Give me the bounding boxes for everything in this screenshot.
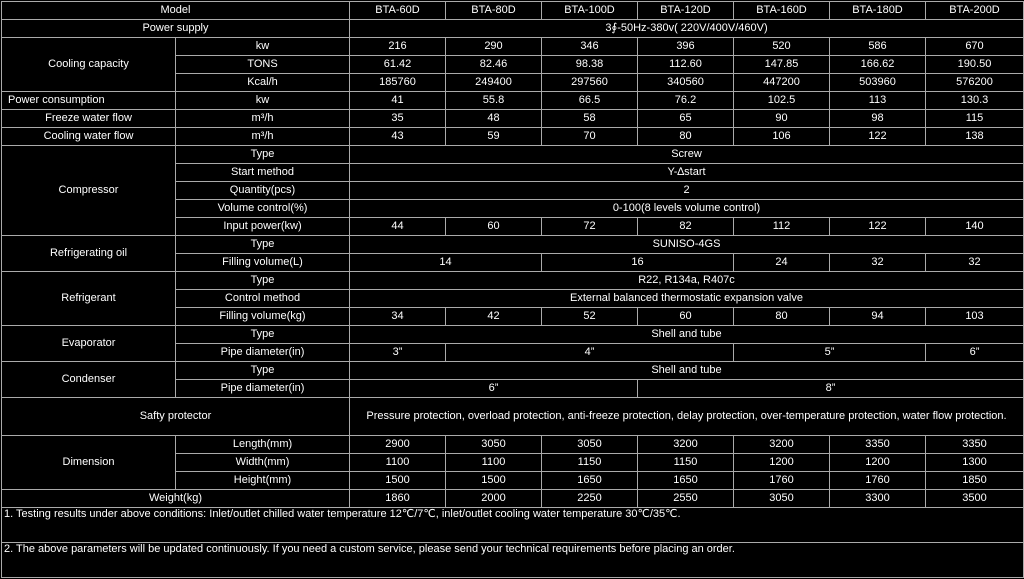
power-supply-label: Power supply: [2, 20, 350, 38]
unit-cell: Kcal/h: [176, 74, 350, 92]
value-cell: 1760: [830, 472, 926, 490]
value-cell: 55.8: [446, 92, 542, 110]
value-cell: 520: [734, 38, 830, 56]
param-label: Type: [176, 326, 350, 344]
value-cell: 52: [542, 308, 638, 326]
refrigerant-type-value: R22, R134a, R407c: [350, 272, 1024, 290]
power-consumption-row: [2, 92, 1024, 110]
value-cell: 115: [926, 110, 1024, 128]
header-row: [2, 2, 1024, 20]
param-label: Type: [176, 236, 350, 254]
value-cell: 122: [830, 128, 926, 146]
value-cell: 112.60: [638, 56, 734, 74]
value-cell: 3050: [542, 436, 638, 454]
value-cell: 147.85: [734, 56, 830, 74]
power-supply-value: 3∮-50Hz-380v( 220V/400V/460V): [350, 20, 1024, 38]
value-cell: 48: [446, 110, 542, 128]
value-cell: 58: [542, 110, 638, 128]
value-cell: 66.5: [542, 92, 638, 110]
value-cell: 14: [350, 254, 542, 272]
value-cell: 6”: [350, 380, 638, 398]
cooling-capacity-label: Cooling capacity: [2, 38, 176, 92]
value-cell: 2900: [350, 436, 446, 454]
model-name: BTA-100D: [542, 2, 638, 20]
value-cell: 1650: [542, 472, 638, 490]
value-cell: 106: [734, 128, 830, 146]
value-cell: 130.3: [926, 92, 1024, 110]
value-cell: 32: [926, 254, 1024, 272]
model-name: BTA-120D: [638, 2, 734, 20]
model-name: BTA-160D: [734, 2, 830, 20]
param-label: Filling volume(kg): [176, 308, 350, 326]
model-name: BTA-80D: [446, 2, 542, 20]
param-label: Length(mm): [176, 436, 350, 454]
power-supply-row: [2, 20, 1024, 38]
value-cell: 44: [350, 218, 446, 236]
control-method-value: External balanced thermostatic expansion valve: [350, 290, 1024, 308]
value-cell: 42: [446, 308, 542, 326]
condenser-label: Condenser: [2, 362, 176, 398]
value-cell: 340560: [638, 74, 734, 92]
safety-protector-label: Safty protector: [2, 398, 350, 436]
value-cell: 98.38: [542, 56, 638, 74]
model-name: BTA-200D: [926, 2, 1024, 20]
value-cell: 90: [734, 110, 830, 128]
value-cell: 216: [350, 38, 446, 56]
value-cell: 122: [830, 218, 926, 236]
param-label: Width(mm): [176, 454, 350, 472]
value-cell: 59: [446, 128, 542, 146]
value-cell: 43: [350, 128, 446, 146]
value-cell: 80: [638, 128, 734, 146]
safety-protector-value: Pressure protection, overload protection, anti-freeze protection, delay protection, over-temperature protection, water flow protection.: [350, 398, 1024, 436]
value-cell: 3”: [350, 344, 446, 362]
value-cell: 82: [638, 218, 734, 236]
cooling-capacity-kw-row: [2, 38, 1024, 56]
compressor-type-row: [2, 146, 1024, 164]
model-name: BTA-60D: [350, 2, 446, 20]
param-label: Quantity(pcs): [176, 182, 350, 200]
value-cell: 3200: [638, 436, 734, 454]
value-cell: 2000: [446, 490, 542, 508]
value-cell: 113: [830, 92, 926, 110]
param-label: Height(mm): [176, 472, 350, 490]
value-cell: 70: [542, 128, 638, 146]
dimension-label: Dimension: [2, 436, 176, 490]
weight-label: Weight(kg): [2, 490, 350, 508]
param-label: Pipe diameter(in): [176, 344, 350, 362]
value-cell: 1100: [350, 454, 446, 472]
evaporator-type-row: [2, 326, 1024, 344]
dimension-length-row: [2, 436, 1024, 454]
param-label: Control method: [176, 290, 350, 308]
unit-cell: kw: [176, 92, 350, 110]
value-cell: 1200: [734, 454, 830, 472]
start-method-value: Y-∆start: [350, 164, 1024, 182]
value-cell: 3500: [926, 490, 1024, 508]
value-cell: 103: [926, 308, 1024, 326]
value-cell: 576200: [926, 74, 1024, 92]
oil-type-value: SUNISO-4GS: [350, 236, 1024, 254]
refrigerating-oil-type-row: [2, 236, 1024, 254]
unit-cell: kw: [176, 38, 350, 56]
param-label: Volume control(%): [176, 200, 350, 218]
param-label: Filling volume(L): [176, 254, 350, 272]
value-cell: 670: [926, 38, 1024, 56]
value-cell: 3050: [446, 436, 542, 454]
value-cell: 3300: [830, 490, 926, 508]
cooling-water-flow-label: Cooling water flow: [2, 128, 176, 146]
value-cell: 1300: [926, 454, 1024, 472]
value-cell: 1650: [638, 472, 734, 490]
spec-table: [1, 1, 1024, 578]
value-cell: 94: [830, 308, 926, 326]
value-cell: 3050: [734, 490, 830, 508]
param-label: Input power(kw): [176, 218, 350, 236]
value-cell: 60: [446, 218, 542, 236]
param-label: Type: [176, 272, 350, 290]
value-cell: 190.50: [926, 56, 1024, 74]
note-1: 1. Testing results under above conditions: Inlet/outlet chilled water temperature 12℃/7℃, inlet/outlet cooling water temperature 30℃/35℃.: [2, 508, 1024, 543]
value-cell: 166.62: [830, 56, 926, 74]
value-cell: 249400: [446, 74, 542, 92]
note-2: 2. The above parameters will be updated continuously. If you need a custom service, please send your technical requirements before placing an order.: [2, 543, 1024, 578]
value-cell: 72: [542, 218, 638, 236]
value-cell: 1150: [638, 454, 734, 472]
compressor-label: Compressor: [2, 146, 176, 236]
evaporator-label: Evaporator: [2, 326, 176, 362]
value-cell: 3350: [830, 436, 926, 454]
param-label: Type: [176, 146, 350, 164]
param-label: Pipe diameter(in): [176, 380, 350, 398]
value-cell: 16: [542, 254, 734, 272]
value-cell: 102.5: [734, 92, 830, 110]
refrigerating-oil-label: Refrigerating oil: [2, 236, 176, 272]
value-cell: 5”: [734, 344, 926, 362]
value-cell: 76.2: [638, 92, 734, 110]
value-cell: 1850: [926, 472, 1024, 490]
value-cell: 8”: [638, 380, 1024, 398]
value-cell: 35: [350, 110, 446, 128]
refrigerant-label: Refrigerant: [2, 272, 176, 326]
value-cell: 138: [926, 128, 1024, 146]
note-row: [2, 543, 1024, 578]
value-cell: 1500: [446, 472, 542, 490]
cooling-water-flow-row: [2, 128, 1024, 146]
value-cell: 2550: [638, 490, 734, 508]
value-cell: 503960: [830, 74, 926, 92]
value-cell: 396: [638, 38, 734, 56]
evaporator-type-value: Shell and tube: [350, 326, 1024, 344]
value-cell: 140: [926, 218, 1024, 236]
value-cell: 1860: [350, 490, 446, 508]
value-cell: 3200: [734, 436, 830, 454]
unit-cell: m³/h: [176, 128, 350, 146]
value-cell: 61.42: [350, 56, 446, 74]
unit-cell: TONS: [176, 56, 350, 74]
value-cell: 98: [830, 110, 926, 128]
freeze-water-flow-row: [2, 110, 1024, 128]
unit-cell: m³/h: [176, 110, 350, 128]
value-cell: 82.46: [446, 56, 542, 74]
value-cell: 3350: [926, 436, 1024, 454]
freeze-water-flow-label: Freeze water flow: [2, 110, 176, 128]
safety-protector-row: [2, 398, 1024, 436]
volume-control-value: 0-100(8 levels volume control): [350, 200, 1024, 218]
value-cell: 290: [446, 38, 542, 56]
value-cell: 4”: [446, 344, 734, 362]
value-cell: 1150: [542, 454, 638, 472]
value-cell: 346: [542, 38, 638, 56]
condenser-type-row: [2, 362, 1024, 380]
quantity-value: 2: [350, 182, 1024, 200]
value-cell: 297560: [542, 74, 638, 92]
value-cell: 112: [734, 218, 830, 236]
value-cell: 6”: [926, 344, 1024, 362]
power-consumption-label: Power consumption: [2, 92, 176, 110]
value-cell: 2250: [542, 490, 638, 508]
value-cell: 80: [734, 308, 830, 326]
value-cell: 1500: [350, 472, 446, 490]
note-row: [2, 508, 1024, 543]
value-cell: 41: [350, 92, 446, 110]
value-cell: 32: [830, 254, 926, 272]
model-name: BTA-180D: [830, 2, 926, 20]
refrigerant-type-row: [2, 272, 1024, 290]
param-label: Start method: [176, 164, 350, 182]
condenser-type-value: Shell and tube: [350, 362, 1024, 380]
weight-row: [2, 490, 1024, 508]
value-cell: 185760: [350, 74, 446, 92]
param-label: Type: [176, 362, 350, 380]
model-label: Model: [2, 2, 350, 20]
value-cell: 65: [638, 110, 734, 128]
compressor-type-value: Screw: [350, 146, 1024, 164]
value-cell: 60: [638, 308, 734, 326]
value-cell: 24: [734, 254, 830, 272]
value-cell: 586: [830, 38, 926, 56]
value-cell: 34: [350, 308, 446, 326]
value-cell: 447200: [734, 74, 830, 92]
value-cell: 1200: [830, 454, 926, 472]
value-cell: 1100: [446, 454, 542, 472]
value-cell: 1760: [734, 472, 830, 490]
